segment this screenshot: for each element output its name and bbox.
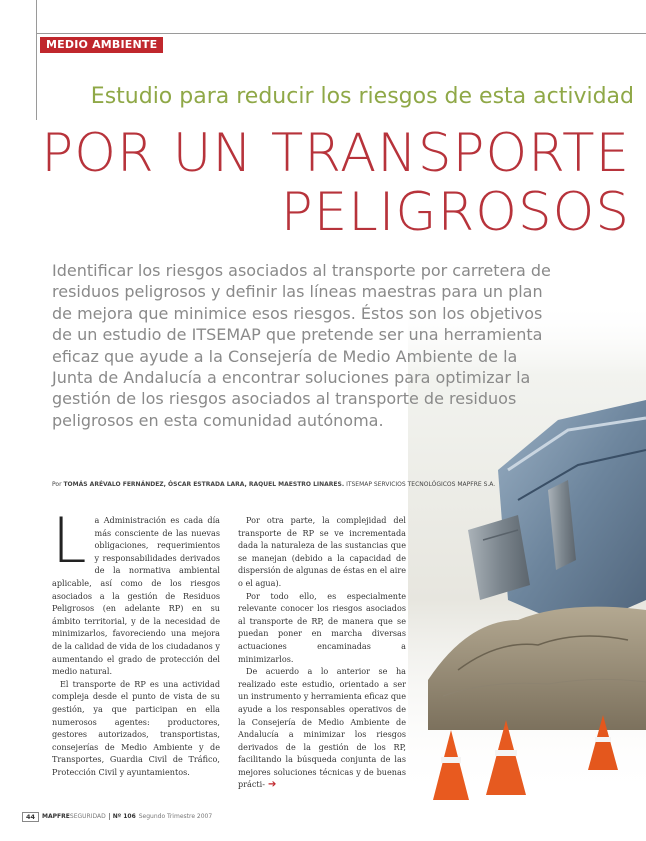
body-column-1 — [52, 504, 220, 778]
continue-arrow-icon: ➔ — [268, 779, 277, 791]
drop-cap: L — [52, 504, 87, 577]
title-line-2: PELIGROSOS — [280, 182, 630, 243]
page-footer — [22, 811, 212, 822]
body-paragraph: a Administración es cada día más consciente de las nuevas obligaciones, requerimientos y responsabilidades derivados de la normativa ambiental aplicable, así como de los riesgos asociados a la gestión de Residuos Peligrosos (en adelante RP) en su ámbito territorial, y de la necesidad de minimizarlos, favoreciendo una mejora de la calidad de vida de los ciudadanos y aumentando el grado de protección del medio natural. — [52, 515, 220, 677]
issue-number: Nº 106 — [109, 813, 136, 820]
left-rule — [36, 0, 37, 120]
section-label: MEDIO AMBIENTE — [40, 37, 163, 53]
body-column-2 — [238, 514, 406, 792]
magazine-name: MAPFRE — [42, 813, 70, 820]
issue-date: Segundo Trimestre 2007 — [138, 813, 213, 820]
byline-affiliation: ITSEMAP SERVICIOS TECNOLÓGICOS MAPFRE S.A. — [346, 481, 496, 488]
title-line-1: POR UN TRANSPORTE — [41, 123, 630, 184]
byline-authors: TOMÁS ARÉVALO FERNÁNDEZ, ÓSCAR ESTRADA LARA, RAQUEL MAESTRO LINARES. — [63, 481, 345, 488]
page-title — [41, 124, 630, 242]
byline — [52, 481, 495, 488]
kicker-headline: Estudio para reducir los riesgos de esta actividad — [90, 84, 634, 109]
body-paragraph: Por otra parte, la complejidad del transporte de RP se ve incrementada dada la naturaleza de las sustancias que se manejan (debido a la capacidad de dispersión de algunas de éstas en el aire o el agua). — [238, 515, 406, 588]
page-number: 44 — [22, 812, 39, 822]
top-rule — [36, 33, 646, 34]
body-paragraph — [238, 665, 406, 792]
body-paragraph: El transporte de RP es una actividad compleja desde el punto de vista de su gestión, ya que participan en ella numerosos agentes: productores, gestores autorizados, transportistas, consejerías de Medio Ambiente y de Transportes, Guardia Civil de Tráfico, Protección Civil y ayuntamientos. — [52, 678, 220, 777]
magazine-name-suffix: SEGURIDAD — [69, 813, 106, 820]
body-paragraph-text: De acuerdo a lo anterior se ha realizado este estudio, orientado a ser un instrumento y herramienta eficaz que ayude a los responsables operativos de la Consejería de Medio Ambiente de Andalucía a minimizar los riesgos derivados de la gestión de los RP, facilitando la búsqueda conjunta de las mejores soluciones técnicas y de buenas prácti- — [238, 666, 406, 790]
body-paragraph: Por todo ello, es especialmente relevante conocer los riesgos asociados al transporte de RP, de manera que se puedan poner en marcha diversas actuaciones encaminadas a minimizarlos. — [238, 590, 406, 664]
lead-paragraph: Identificar los riesgos asociados al transporte por carretera de residuos peligrosos y definir las líneas maestras para un plan de mejora que minimice esos riesgos. Éstos son los objetivos de un estudio de ITSEMAP que pretende ser una herramienta eficaz que ayude a la Consejería de Medio Ambiente de la Junta de Andalucía a encontrar soluciones para optimizar la gestión de los riesgos asociados al transporte de residuos peligrosos en esta comunidad autónoma. — [52, 261, 551, 430]
byline-prefix: Por — [52, 481, 62, 488]
